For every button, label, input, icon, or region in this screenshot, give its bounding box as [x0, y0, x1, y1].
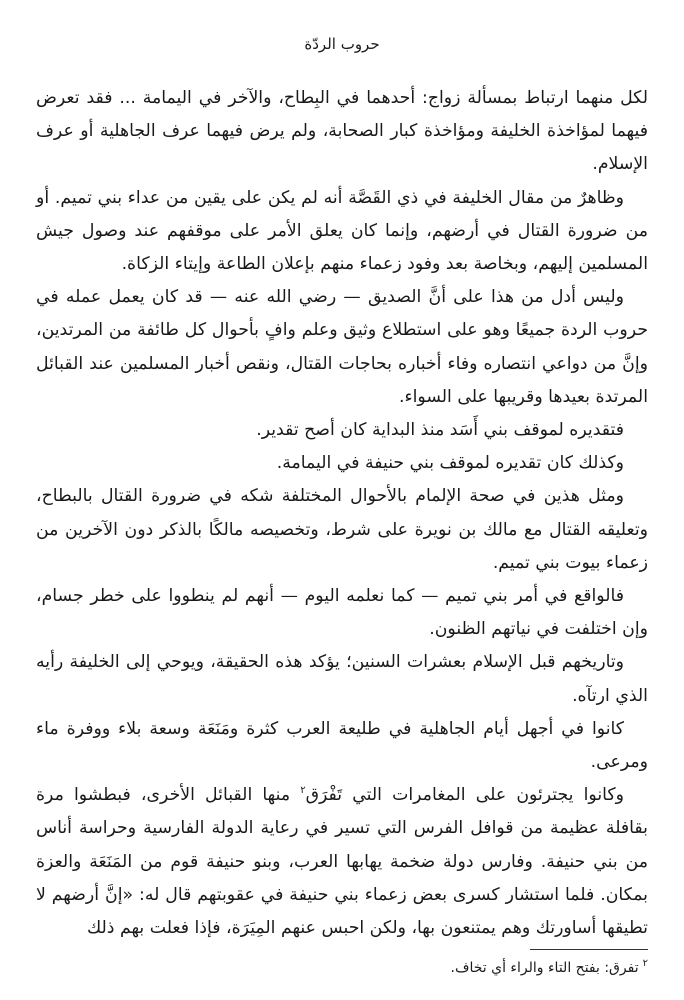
footnote — [36, 958, 648, 978]
paragraph-text-end: منها القبائل الأخرى، فبطشوا مرة بقافلة عظيمة من قوافل الفرس التي تسير في رعاية الدولة الفارسية وحراسة أناس من بني حنيفة. وفارس دولة ضخمة يهابها العرب، وبنو حنيفة قوم من المَنَعَة والعزة بمكان. فلما استشار كسرى بعض زعماء بني حنيفة في عقوبتهم قال له: «إنَّ أرضهم لا تطيقها أساورتك وهم يمتنعون بها، ولكن احبس عنهم المِيَرَة، فإذا فعلت بهم ذلك — [36, 785, 648, 939]
footnote-number: ٢ — [642, 958, 648, 970]
paragraph: ومثل هذين في صحة الإلمام بالأحوال المختلفة شكه في ضرورة القتال بالبطاح، وتعليقه القتال مع مالك بن نويرة على شرط، وتخصيصه مالكًا بالذكر دون الآخرين من زعماء بيوت بني تميم. — [36, 486, 648, 573]
paragraph: فالواقع في أمر بني تميم — كما نعلمه اليوم — أنهم لم ينطووا على خطر جسام، وإن اختلفت في نياتهم الظنون. — [36, 586, 648, 640]
paragraph: وكذلك كان تقديره لموقف بني حنيفة في اليمامة. — [276, 453, 624, 474]
paragraph: وليس أدل من هذا على أنَّ الصديق — رضي الله عنه — قد كان يعمل عمله في حروب الردة جميعًا وهو على استطلاع وثيق وعلم وافٍ بأحوال كل طائفة من المرتدين، وإنَّ من دواعي انتصاره وفاء أخباره بحاجات القتال، ونقص أخبار المسلمين عند القبائل المرتدة بعيدها وقريبها على السواء. — [36, 287, 648, 407]
paragraph-with-footnote — [36, 779, 648, 945]
footnote-divider — [530, 949, 648, 950]
paragraph: وظاهرٌ من مقال الخليفة في ذي القَصَّة أنه لم يكن على يقين من عداء بني تميم. أو من ضرورة القتال في أرضهم، وإنما كان يعلق الأمر على موقفهم عند وصول جيش المسلمين إليهم، وبخاصة بعد وفود زعماء منهم بإعلان الطاعة وإيتاء الزكاة. — [36, 187, 648, 275]
paragraph: فتقديره لموقف بني أَسَد منذ البداية كان أصح تقدير. — [256, 420, 624, 441]
body-text — [36, 82, 648, 945]
footnote-reference[interactable]: ٢ — [300, 785, 306, 797]
footnote-text: تفرق: بفتح التاء والراء أي تخاف. — [450, 960, 639, 976]
paragraph: لكل منهما ارتباط بمسألة زواج: أحدهما في البِطاح، والآخر في اليمامة ... فقد تعرض فيهما لمؤاخذة الخليفة ومؤاخذة كبار الصحابة، ولم يرض فيهما عرف الجاهلية أو عرف الإسلام. — [36, 88, 648, 175]
paragraph: كانوا في أجهل أيام الجاهلية في طليعة العرب كثرة ومَنَعَة وسعة بلاء ووفرة ماء ومرعى. — [36, 718, 648, 773]
running-header: حروب الردّة — [304, 35, 380, 53]
paragraph-text-start: وكانوا يجترئون على المغامرات التي تَفْرَق — [305, 785, 624, 806]
paragraph: وتاريخهم قبل الإسلام بعشرات السنين؛ يؤكد هذه الحقيقة، ويوحي إلى الخليفة رأيه الذي ارتآه. — [36, 652, 648, 706]
